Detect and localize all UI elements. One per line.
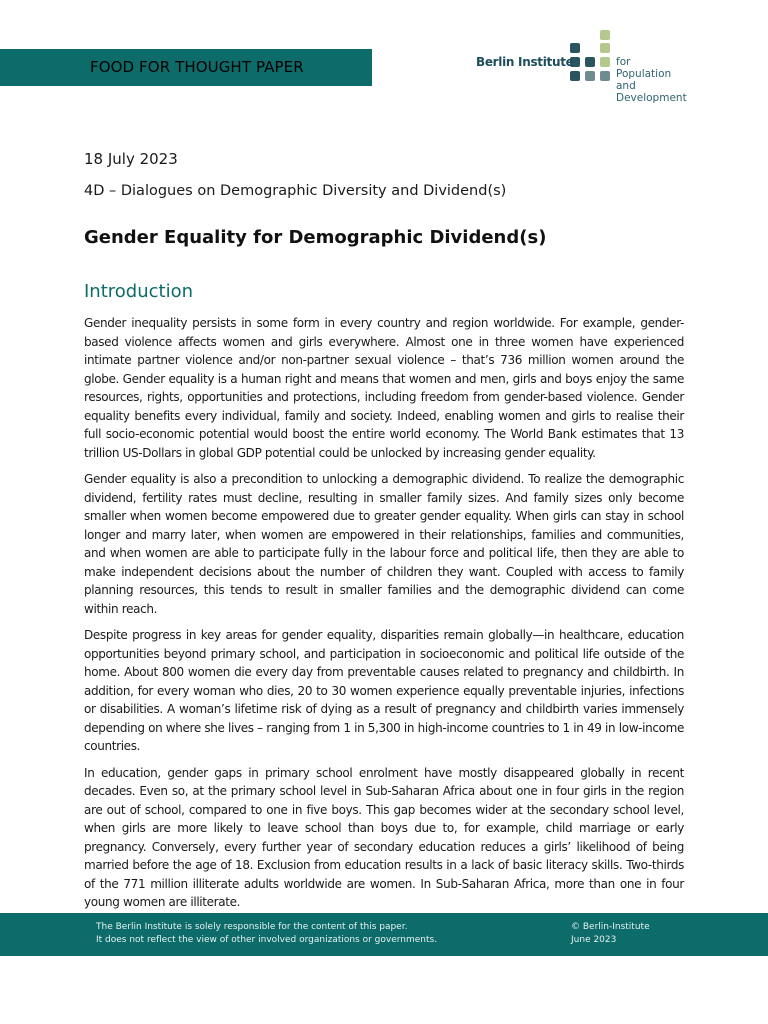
series-title: 4D – Dialogues on Demographic Diversity and Dividend(s) bbox=[84, 183, 507, 199]
logo-square bbox=[585, 57, 595, 67]
logo-name: Berlin Institute bbox=[476, 55, 574, 69]
logo-square bbox=[600, 57, 610, 67]
logo-square bbox=[570, 43, 580, 53]
logo-square bbox=[600, 71, 610, 81]
footer-disclaimer bbox=[96, 921, 437, 947]
page-footer bbox=[0, 913, 768, 956]
document-type-label: FOOD FOR THOUGHT PAPER bbox=[90, 58, 304, 76]
disclaimer-line: It does not reflect the view of other involved organizations or governments. bbox=[96, 935, 438, 945]
logo-subtitle-line: for Population bbox=[616, 56, 672, 80]
paragraph: Gender equality is also a precondition to unlocking a demographic dividend. To realize the demographic dividend, fertility rates must decline, resulting in smaller family sizes. And family sizes only become smaller when women become empowered due to greater gender equality. When girls can stay in school longer and marry later, when women are empowered in their relationships, families and communities, and when women are able to participate fully in the labour force and political life, then they are able to make independent decisions about the number of children they want. Coupled with access to family planning resources, this tends to result in smaller families and the demographic dividend can come within reach. bbox=[84, 472, 684, 616]
logo-square bbox=[585, 71, 595, 81]
logo-square bbox=[600, 43, 610, 53]
paragraph: Despite progress in key areas for gender equality, disparities remain globally—in healthcare, education opportunities beyond primary school, and participation in socioeconomic and political life outside of the home. About 800 women die every day from preventable causes related to pregnancy and childbirth. In addition, for every woman who dies, 20 to 30 women experience equally preventable injuries, infections or disabilities. A woman’s lifetime risk of dying as a result of pregnancy and childbirth varies immensely depending on where she lives – ranging from 1 in 5,300 in high-income countries to 1 in 49 in low-income countries. bbox=[84, 628, 684, 753]
footer-date: June 2023 bbox=[571, 935, 617, 945]
copyright-text: © Berlin-Institute bbox=[571, 922, 650, 932]
document-type-band bbox=[0, 49, 372, 86]
paper-title: Gender Equality for Demographic Dividend(s) bbox=[84, 227, 547, 248]
section-heading: Introduction bbox=[84, 281, 194, 302]
section-body bbox=[84, 314, 684, 920]
berlin-institute-logo bbox=[476, 28, 687, 104]
paragraph: Gender inequality persists in some form in every country and region worldwide. For example, gender-based violence affects women and girls everywhere. Almost one in three women have experienced intimate partner violence and/or non-partner sexual violence – that’s 736 million women around the globe. Gender equality is a human right and means that women and men, girls and boys enjoy the same resources, rights, opportunities and protections, including freedom from gender-based violence. Gender equality benefits every individual, family and society. Indeed, enabling women and girls to realise their full socio-economic potential would boost the entire world economy. The World Bank estimates that 13 trillion US-Dollars in global GDP potential could be unlocked by increasing gender equality. bbox=[84, 316, 684, 460]
logo-square bbox=[600, 30, 610, 40]
logo-subtitle-line: and Development bbox=[616, 80, 687, 104]
paragraph: In education, gender gaps in primary school enrolment have mostly disappeared globally in recent decades. Even so, at the primary school level in Sub-Saharan Africa about one in four girls in the region are out of school, compared to one in five boys. This gap becomes wider at the secondary school level, when girls are more likely to leave school than boys due to, for example, child marriage or early pregnancy. Conversely, every further year of secondary education reduces a girls’ likelihood of being married before the age of 18. Exclusion from education results in a lack of basic literacy skills. Two-thirds of the 771 million illiterate adults worldwide are women. In Sub-Saharan Africa, more than one in four young women are illiterate. bbox=[84, 765, 684, 909]
logo-square bbox=[570, 71, 580, 81]
footer-copyright bbox=[571, 921, 650, 947]
publication-date: 18 July 2023 bbox=[84, 150, 178, 168]
disclaimer-line: The Berlin Institute is solely responsible for the content of this paper. bbox=[96, 922, 408, 932]
logo-subtitle bbox=[616, 56, 687, 104]
